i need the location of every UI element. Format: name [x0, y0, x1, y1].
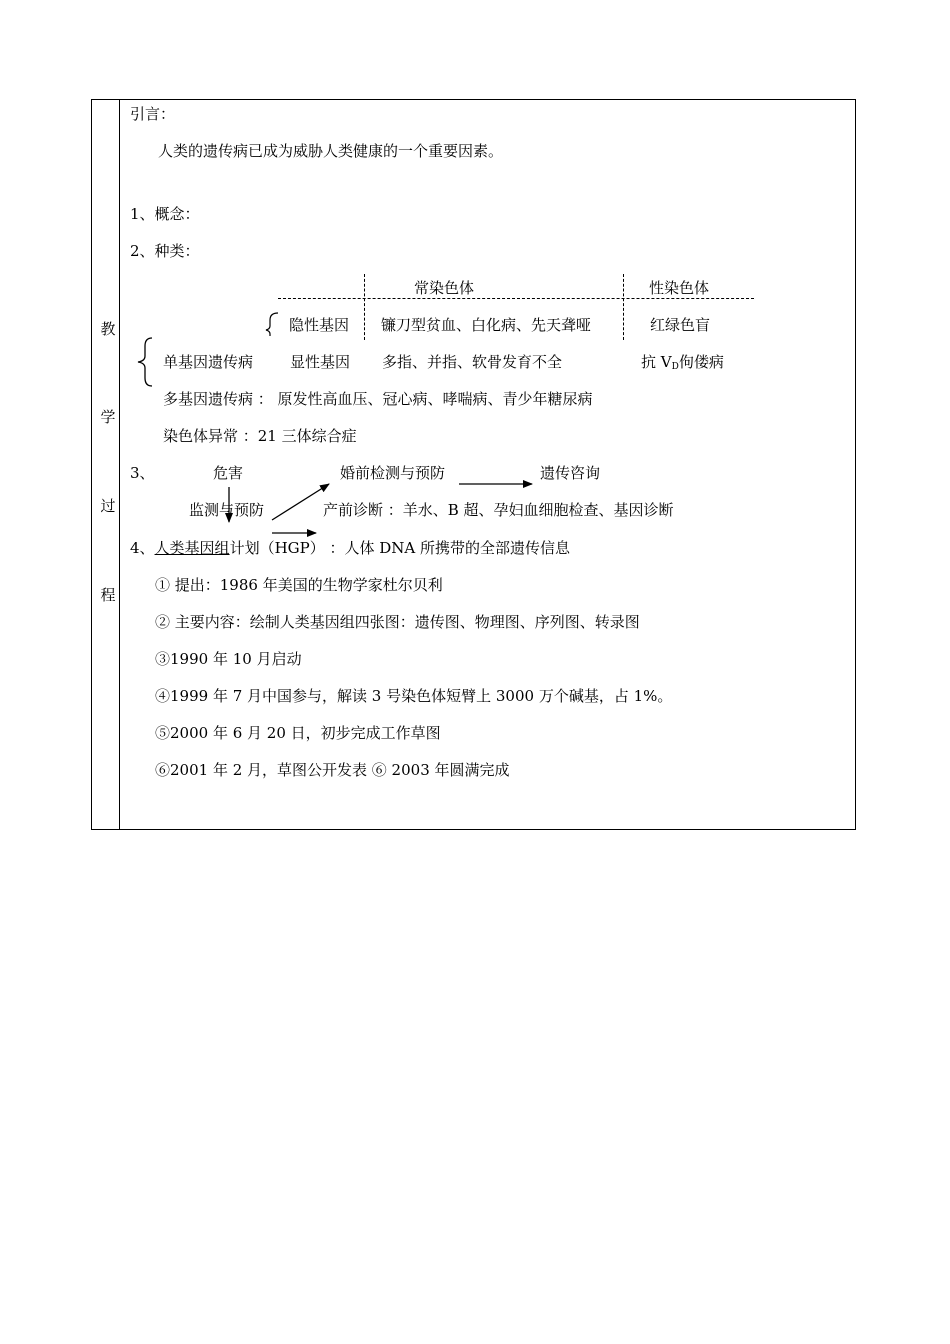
section-concept: 1、概念：	[130, 205, 200, 223]
side-label-char: 学	[100, 408, 116, 426]
dominant-label: 显性基因	[290, 353, 351, 371]
hgp-underlined: 人类基因组	[154, 539, 230, 557]
intro-text: 人类的遗传病已成为威胁人类健康的一个重要因素。	[158, 142, 504, 160]
monitor-label: 监测与预防	[189, 501, 265, 519]
hgp-item: ⑥2001 年 2 月，草图公开发表 ⑥ 2003 年圆满完成	[155, 761, 510, 779]
dominant-autosome: 多指、并指、软骨发育不全	[382, 353, 563, 371]
intro-heading: 引言：	[130, 105, 176, 123]
harm-label: 危害	[213, 464, 244, 482]
counseling-label: 遗传咨询	[540, 464, 601, 482]
recessive-label: 隐性基因	[289, 316, 350, 334]
hgp-item: ② 主要内容：绘制人类基因组四张图：遗传图、物理图、序列图、转录图	[155, 613, 640, 631]
prenatal-line: 产前诊断 ：羊水、B 超、孕妇血细胞检查、基因诊断	[323, 501, 674, 519]
recessive-autosome: 镰刀型贫血、白化病、先天聋哑	[381, 316, 592, 334]
hgp-item: ④1999 年 7 月中国参与，解读 3 号染色体短臂上 3000 万个碱基，占 1%。	[155, 687, 673, 705]
chromosome-line: 染色体异常 ：21 三体综合症	[163, 427, 357, 445]
dominant-sex: 抗 $V_D$佝偻病	[641, 353, 724, 372]
side-label-char: 程	[100, 586, 116, 604]
premarital-label: 婚前检测与预防	[340, 464, 446, 482]
large-brace	[138, 338, 152, 386]
side-label-char: 过	[100, 497, 116, 515]
hgp-item: ① 提出：1986 年美国的生物学家杜尔贝利	[155, 576, 443, 594]
side-label-char: 教	[100, 320, 116, 338]
arrow-monitor-to-premarital	[272, 484, 329, 520]
multi-gene-line: 多基因遗传病 ： 原发性高血压、冠心病、哮喘病、青少年糖尿病	[163, 390, 593, 408]
single-gene-label: 单基因遗传病	[163, 353, 254, 371]
hgp-line: 4、人类基因组计划（HGP） ：人体 DNA 所携带的全部遗传信息	[130, 539, 571, 557]
small-brace	[266, 313, 278, 336]
section-harm-label: 3、	[130, 464, 155, 482]
hgp-item: ③1990 年 10 月启动	[155, 650, 302, 668]
hgp-item: ⑤2000 年 6 月 20 日，初步完成工作草图	[155, 724, 441, 742]
recessive-sex: 红绿色盲	[650, 316, 711, 334]
section-types: 2、种类：	[130, 242, 200, 260]
col-autosome: 常染色体	[414, 279, 475, 297]
col-sex-chromosome: 性染色体	[649, 279, 710, 297]
